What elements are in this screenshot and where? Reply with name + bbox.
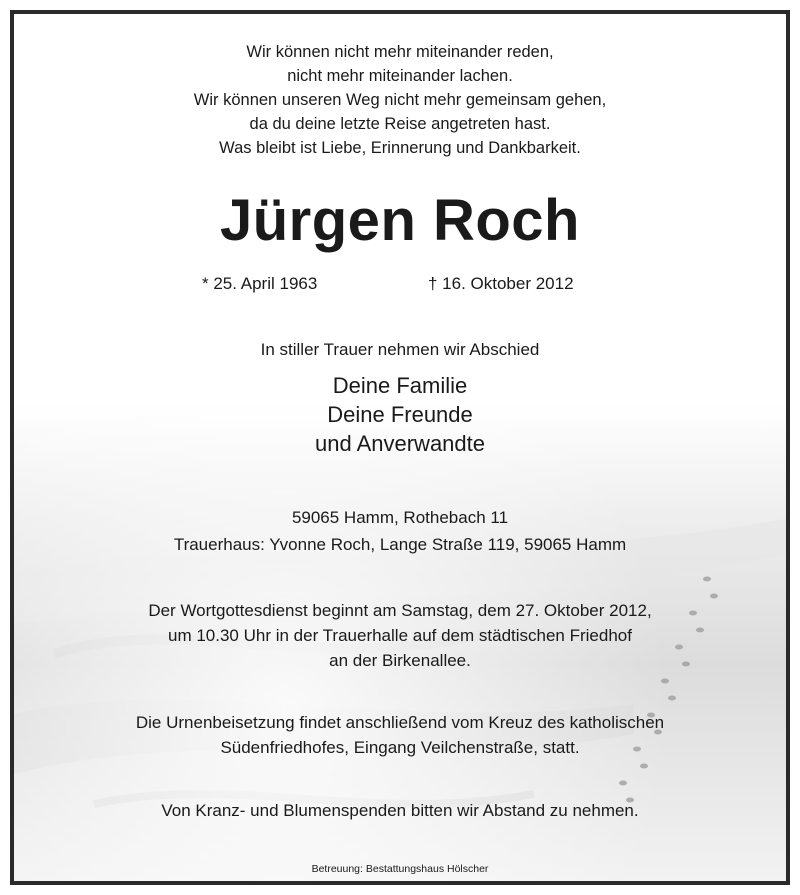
- burial-info: [14, 710, 786, 760]
- birth-date: * 25. April 1963: [202, 274, 318, 293]
- house-of-mourning: Trauerhaus: Yvonne Roch, Lange Straße 119, 59065 Hamm: [173, 535, 627, 554]
- mourning-intro: In stiller Trauer nehmen wir Abschied: [260, 340, 540, 359]
- service-info: [14, 598, 786, 673]
- verse-line: nicht mehr miteinander lachen.: [287, 67, 513, 85]
- flowers-note: Von Kranz- und Blumenspenden bitten wir Abstand zu nehmen.: [161, 801, 639, 820]
- mourner-line: Deine Freunde: [327, 402, 473, 427]
- burial-line: Die Urnenbeisetzung findet anschließend vom Kreuz des katholischen: [135, 713, 665, 732]
- obituary-frame: [10, 10, 790, 885]
- mourner-line: Deine Familie: [332, 373, 468, 398]
- service-line: an der Birkenallee.: [329, 651, 471, 670]
- verse-line: da du deine letzte Reise angetreten hast.: [249, 115, 551, 133]
- address-line: 59065 Hamm, Rothebach 11: [291, 508, 509, 527]
- address-block: [14, 504, 786, 558]
- mourners-list: [14, 371, 786, 458]
- deceased-name: Jürgen Roch: [220, 188, 580, 253]
- service-line: um 10.30 Uhr in der Trauerhalle auf dem städtischen Friedhof: [168, 626, 632, 645]
- verse-line: Wir können unseren Weg nicht mehr gemeinsam gehen,: [193, 91, 607, 109]
- obituary-content: [14, 14, 786, 881]
- verse-line: Wir können nicht mehr miteinander reden,: [246, 43, 554, 61]
- service-line: Der Wortgottesdienst beginnt am Samstag, dem 27. Oktober 2012,: [148, 601, 652, 620]
- memorial-verse: [14, 40, 786, 160]
- death-date: † 16. Oktober 2012: [428, 274, 574, 293]
- verse-line: Was bleibt ist Liebe, Erinnerung und Dankbarkeit.: [219, 139, 581, 157]
- funeral-home-credit: Betreuung: Bestattungshaus Hölscher: [311, 863, 489, 875]
- mourner-line: und Anverwandte: [314, 431, 486, 456]
- burial-line: Südenfriedhofes, Eingang Veilchenstraße, statt.: [220, 738, 580, 757]
